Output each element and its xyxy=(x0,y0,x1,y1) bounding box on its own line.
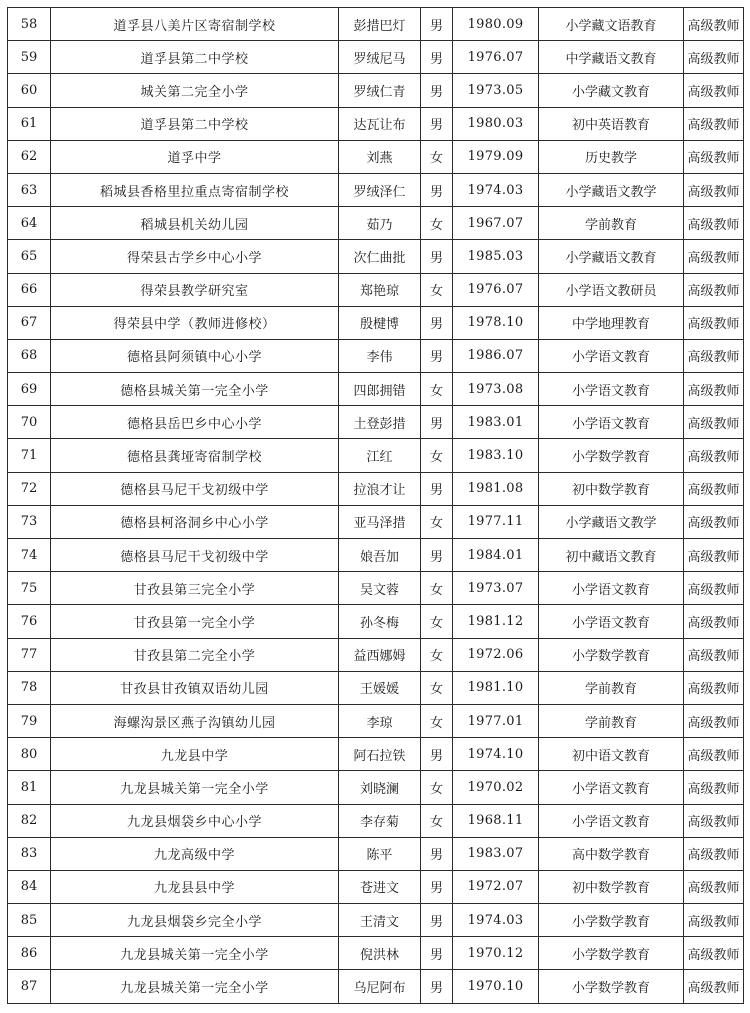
job-title: 高级教师 xyxy=(684,904,744,937)
teacher-name: 彭措巴灯 xyxy=(339,8,421,41)
birth-date: 1973.05 xyxy=(453,74,539,107)
subject: 学前教育 xyxy=(539,671,684,704)
birth-date: 1980.09 xyxy=(453,8,539,41)
row-number: 62 xyxy=(8,140,51,173)
subject: 小学语文教育 xyxy=(539,771,684,804)
subject: 高中数学教育 xyxy=(539,837,684,870)
birth-date: 1970.10 xyxy=(453,970,539,1003)
table-row xyxy=(8,970,744,1003)
school-name: 德格县岳巴乡中心小学 xyxy=(51,406,339,439)
gender: 女 xyxy=(421,373,453,406)
teacher-table-body xyxy=(8,8,744,1004)
school-name: 道孚县第二中学校 xyxy=(51,107,339,140)
gender: 女 xyxy=(421,638,453,671)
job-title: 高级教师 xyxy=(684,572,744,605)
subject: 小学语文教研员 xyxy=(539,273,684,306)
birth-date: 1981.10 xyxy=(453,671,539,704)
table-row xyxy=(8,406,744,439)
job-title: 高级教师 xyxy=(684,74,744,107)
table-row xyxy=(8,837,744,870)
job-title: 高级教师 xyxy=(684,8,744,41)
row-number: 65 xyxy=(8,240,51,273)
job-title: 高级教师 xyxy=(684,439,744,472)
subject: 小学数学教育 xyxy=(539,970,684,1003)
birth-date: 1985.03 xyxy=(453,240,539,273)
job-title: 高级教师 xyxy=(684,804,744,837)
row-number: 77 xyxy=(8,638,51,671)
row-number: 70 xyxy=(8,406,51,439)
subject: 小学藏语文教学 xyxy=(539,505,684,538)
birth-date: 1984.01 xyxy=(453,539,539,572)
gender: 女 xyxy=(421,671,453,704)
subject: 初中藏语文教育 xyxy=(539,539,684,572)
school-name: 九龙县烟袋乡完全小学 xyxy=(51,904,339,937)
subject: 小学语文教育 xyxy=(539,406,684,439)
birth-date: 1970.12 xyxy=(453,937,539,970)
school-name: 稻城县机关幼儿园 xyxy=(51,207,339,240)
birth-date: 1974.03 xyxy=(453,173,539,206)
table-row xyxy=(8,140,744,173)
school-name: 德格县马尼干戈初级中学 xyxy=(51,539,339,572)
gender: 女 xyxy=(421,605,453,638)
birth-date: 1972.07 xyxy=(453,870,539,903)
table-row xyxy=(8,306,744,339)
birth-date: 1976.07 xyxy=(453,273,539,306)
birth-date: 1973.08 xyxy=(453,373,539,406)
school-name: 德格县阿须镇中心小学 xyxy=(51,339,339,372)
row-number: 66 xyxy=(8,273,51,306)
subject: 小学藏文语教育 xyxy=(539,8,684,41)
gender: 男 xyxy=(421,107,453,140)
teacher-name: 达瓦让布 xyxy=(339,107,421,140)
subject: 小学数学教育 xyxy=(539,439,684,472)
teacher-name: 孙冬梅 xyxy=(339,605,421,638)
gender: 男 xyxy=(421,738,453,771)
birth-date: 1978.10 xyxy=(453,306,539,339)
subject: 初中英语教育 xyxy=(539,107,684,140)
subject: 小学藏文教育 xyxy=(539,74,684,107)
gender: 男 xyxy=(421,539,453,572)
gender: 男 xyxy=(421,870,453,903)
row-number: 75 xyxy=(8,572,51,605)
row-number: 80 xyxy=(8,738,51,771)
teacher-name: 李琼 xyxy=(339,704,421,737)
gender: 男 xyxy=(421,8,453,41)
row-number: 87 xyxy=(8,970,51,1003)
subject: 小学数学教育 xyxy=(539,904,684,937)
birth-date: 1983.07 xyxy=(453,837,539,870)
teacher-table xyxy=(7,7,744,1004)
school-name: 九龙县中学 xyxy=(51,738,339,771)
teacher-name: 罗绒仁青 xyxy=(339,74,421,107)
job-title: 高级教师 xyxy=(684,605,744,638)
school-name: 九龙县城关第一完全小学 xyxy=(51,970,339,1003)
row-number: 64 xyxy=(8,207,51,240)
teacher-name: 苍进文 xyxy=(339,870,421,903)
gender: 男 xyxy=(421,41,453,74)
teacher-name: 倪洪林 xyxy=(339,937,421,970)
teacher-name: 土登彭措 xyxy=(339,406,421,439)
birth-date: 1970.02 xyxy=(453,771,539,804)
birth-date: 1967.07 xyxy=(453,207,539,240)
birth-date: 1974.03 xyxy=(453,904,539,937)
job-title: 高级教师 xyxy=(684,771,744,804)
teacher-name: 吴文蓉 xyxy=(339,572,421,605)
school-name: 九龙县城关第一完全小学 xyxy=(51,937,339,970)
school-name: 九龙高级中学 xyxy=(51,837,339,870)
gender: 男 xyxy=(421,306,453,339)
row-number: 69 xyxy=(8,373,51,406)
subject: 学前教育 xyxy=(539,207,684,240)
teacher-name: 次仁曲批 xyxy=(339,240,421,273)
job-title: 高级教师 xyxy=(684,273,744,306)
job-title: 高级教师 xyxy=(684,373,744,406)
teacher-name: 罗绒泽仁 xyxy=(339,173,421,206)
gender: 女 xyxy=(421,273,453,306)
birth-date: 1976.07 xyxy=(453,41,539,74)
table-row xyxy=(8,240,744,273)
table-row xyxy=(8,505,744,538)
table-row xyxy=(8,8,744,41)
job-title: 高级教师 xyxy=(684,505,744,538)
teacher-list-sheet xyxy=(7,7,743,1004)
row-number: 84 xyxy=(8,870,51,903)
table-row xyxy=(8,173,744,206)
gender: 女 xyxy=(421,704,453,737)
subject: 小学语文教育 xyxy=(539,373,684,406)
birth-date: 1972.06 xyxy=(453,638,539,671)
teacher-name: 陈平 xyxy=(339,837,421,870)
birth-date: 1980.03 xyxy=(453,107,539,140)
subject: 小学语文教育 xyxy=(539,804,684,837)
row-number: 83 xyxy=(8,837,51,870)
job-title: 高级教师 xyxy=(684,240,744,273)
row-number: 78 xyxy=(8,671,51,704)
teacher-name: 郑艳琼 xyxy=(339,273,421,306)
school-name: 甘孜县第一完全小学 xyxy=(51,605,339,638)
row-number: 60 xyxy=(8,74,51,107)
job-title: 高级教师 xyxy=(684,107,744,140)
table-row xyxy=(8,704,744,737)
school-name: 德格县柯洛洞乡中心小学 xyxy=(51,505,339,538)
school-name: 城关第二完全小学 xyxy=(51,74,339,107)
row-number: 61 xyxy=(8,107,51,140)
school-name: 甘孜县第二完全小学 xyxy=(51,638,339,671)
birth-date: 1968.11 xyxy=(453,804,539,837)
gender: 女 xyxy=(421,439,453,472)
subject: 小学语文教育 xyxy=(539,572,684,605)
school-name: 道孚县第二中学校 xyxy=(51,41,339,74)
school-name: 甘孜县甘孜镇双语幼儿园 xyxy=(51,671,339,704)
school-name: 德格县城关第一完全小学 xyxy=(51,373,339,406)
table-row xyxy=(8,207,744,240)
school-name: 九龙县县中学 xyxy=(51,870,339,903)
table-row xyxy=(8,41,744,74)
gender: 男 xyxy=(421,970,453,1003)
row-number: 74 xyxy=(8,539,51,572)
table-row xyxy=(8,439,744,472)
school-name: 得荣县中学（教师进修校） xyxy=(51,306,339,339)
job-title: 高级教师 xyxy=(684,704,744,737)
teacher-name: 李存菊 xyxy=(339,804,421,837)
school-name: 德格县龚垭寄宿制学校 xyxy=(51,439,339,472)
row-number: 67 xyxy=(8,306,51,339)
table-row xyxy=(8,605,744,638)
table-row xyxy=(8,937,744,970)
school-name: 道孚县八美片区寄宿制学校 xyxy=(51,8,339,41)
subject: 小学数学教育 xyxy=(539,937,684,970)
birth-date: 1981.08 xyxy=(453,472,539,505)
birth-date: 1983.10 xyxy=(453,439,539,472)
table-row xyxy=(8,472,744,505)
job-title: 高级教师 xyxy=(684,339,744,372)
gender: 男 xyxy=(421,240,453,273)
row-number: 82 xyxy=(8,804,51,837)
subject: 学前教育 xyxy=(539,704,684,737)
teacher-name: 娘吾加 xyxy=(339,539,421,572)
job-title: 高级教师 xyxy=(684,870,744,903)
school-name: 稻城县香格里拉重点寄宿制学校 xyxy=(51,173,339,206)
table-row xyxy=(8,107,744,140)
gender: 女 xyxy=(421,804,453,837)
school-name: 德格县马尼干戈初级中学 xyxy=(51,472,339,505)
gender: 女 xyxy=(421,207,453,240)
gender: 男 xyxy=(421,904,453,937)
subject: 小学语文教育 xyxy=(539,339,684,372)
row-number: 68 xyxy=(8,339,51,372)
school-name: 得荣县教学研究室 xyxy=(51,273,339,306)
subject: 初中数学教育 xyxy=(539,870,684,903)
row-number: 72 xyxy=(8,472,51,505)
table-row xyxy=(8,671,744,704)
table-row xyxy=(8,273,744,306)
table-row xyxy=(8,738,744,771)
school-name: 九龙县城关第一完全小学 xyxy=(51,771,339,804)
birth-date: 1979.09 xyxy=(453,140,539,173)
birth-date: 1983.01 xyxy=(453,406,539,439)
row-number: 79 xyxy=(8,704,51,737)
teacher-name: 阿石拉铁 xyxy=(339,738,421,771)
row-number: 81 xyxy=(8,771,51,804)
gender: 男 xyxy=(421,339,453,372)
gender: 男 xyxy=(421,74,453,107)
table-row xyxy=(8,74,744,107)
gender: 女 xyxy=(421,572,453,605)
table-row xyxy=(8,904,744,937)
job-title: 高级教师 xyxy=(684,837,744,870)
school-name: 得荣县古学乡中心小学 xyxy=(51,240,339,273)
subject: 中学藏语文教育 xyxy=(539,41,684,74)
birth-date: 1977.01 xyxy=(453,704,539,737)
job-title: 高级教师 xyxy=(684,173,744,206)
table-row xyxy=(8,373,744,406)
row-number: 59 xyxy=(8,41,51,74)
table-row xyxy=(8,804,744,837)
school-name: 甘孜县第三完全小学 xyxy=(51,572,339,605)
subject: 初中数学教育 xyxy=(539,472,684,505)
teacher-name: 亚马泽措 xyxy=(339,505,421,538)
table-row xyxy=(8,870,744,903)
table-row xyxy=(8,638,744,671)
birth-date: 1973.07 xyxy=(453,572,539,605)
birth-date: 1981.12 xyxy=(453,605,539,638)
subject: 小学藏语文教育 xyxy=(539,240,684,273)
job-title: 高级教师 xyxy=(684,970,744,1003)
teacher-name: 刘晓澜 xyxy=(339,771,421,804)
row-number: 85 xyxy=(8,904,51,937)
row-number: 63 xyxy=(8,173,51,206)
row-number: 86 xyxy=(8,937,51,970)
gender: 男 xyxy=(421,472,453,505)
birth-date: 1974.10 xyxy=(453,738,539,771)
table-row xyxy=(8,771,744,804)
job-title: 高级教师 xyxy=(684,671,744,704)
table-row xyxy=(8,339,744,372)
row-number: 58 xyxy=(8,8,51,41)
job-title: 高级教师 xyxy=(684,539,744,572)
job-title: 高级教师 xyxy=(684,306,744,339)
teacher-name: 李伟 xyxy=(339,339,421,372)
subject: 小学语文教育 xyxy=(539,605,684,638)
birth-date: 1986.07 xyxy=(453,339,539,372)
job-title: 高级教师 xyxy=(684,140,744,173)
table-row xyxy=(8,539,744,572)
teacher-name: 王清文 xyxy=(339,904,421,937)
teacher-name: 茹乃 xyxy=(339,207,421,240)
job-title: 高级教师 xyxy=(684,937,744,970)
school-name: 道孚中学 xyxy=(51,140,339,173)
gender: 男 xyxy=(421,406,453,439)
row-number: 73 xyxy=(8,505,51,538)
job-title: 高级教师 xyxy=(684,207,744,240)
job-title: 高级教师 xyxy=(684,638,744,671)
teacher-name: 四郎拥错 xyxy=(339,373,421,406)
job-title: 高级教师 xyxy=(684,472,744,505)
teacher-name: 罗绒尼马 xyxy=(339,41,421,74)
teacher-name: 王媛媛 xyxy=(339,671,421,704)
school-name: 九龙县烟袋乡中心小学 xyxy=(51,804,339,837)
teacher-name: 殷楗博 xyxy=(339,306,421,339)
subject: 初中语文教育 xyxy=(539,738,684,771)
row-number: 76 xyxy=(8,605,51,638)
gender: 女 xyxy=(421,505,453,538)
subject: 历史教学 xyxy=(539,140,684,173)
job-title: 高级教师 xyxy=(684,738,744,771)
gender: 女 xyxy=(421,140,453,173)
teacher-name: 益西娜姆 xyxy=(339,638,421,671)
teacher-name: 江红 xyxy=(339,439,421,472)
job-title: 高级教师 xyxy=(684,41,744,74)
teacher-name: 刘燕 xyxy=(339,140,421,173)
teacher-name: 乌尼阿布 xyxy=(339,970,421,1003)
gender: 女 xyxy=(421,771,453,804)
subject: 小学藏语文教学 xyxy=(539,173,684,206)
row-number: 71 xyxy=(8,439,51,472)
gender: 男 xyxy=(421,837,453,870)
subject: 小学数学教育 xyxy=(539,638,684,671)
teacher-name: 拉浪才让 xyxy=(339,472,421,505)
gender: 男 xyxy=(421,173,453,206)
table-row xyxy=(8,572,744,605)
gender: 男 xyxy=(421,937,453,970)
subject: 中学地理教育 xyxy=(539,306,684,339)
job-title: 高级教师 xyxy=(684,406,744,439)
school-name: 海螺沟景区燕子沟镇幼儿园 xyxy=(51,704,339,737)
birth-date: 1977.11 xyxy=(453,505,539,538)
